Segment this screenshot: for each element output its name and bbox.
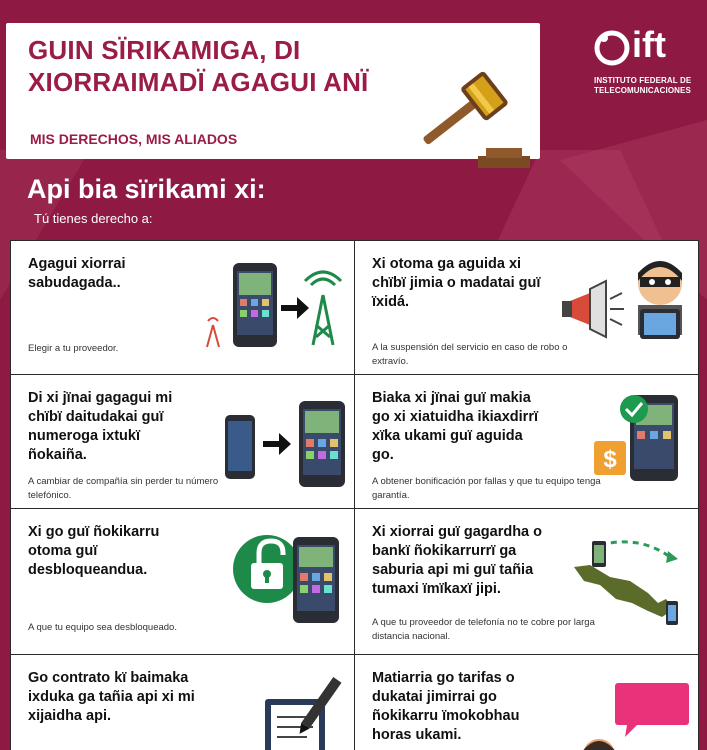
right-card: [354, 654, 699, 750]
right-card: [10, 374, 355, 509]
right-text: Xi go guï ñokikarru otoma guï desbloqueandua.: [28, 524, 160, 578]
gavel-icon: [406, 68, 536, 176]
ift-logo: [594, 24, 694, 98]
page-title-line2: XIORRAIMADÏ AGAGUI ANÏ: [28, 67, 369, 97]
page-subtitle: MIS DERECHOS, MIS ALIADOS: [30, 131, 238, 147]
phone-tower-icon: [201, 255, 351, 351]
mexico-map-icon: [570, 529, 695, 629]
right-note: Elegir a tu proveedor.: [28, 343, 119, 354]
right-text: Agagui xiorrai sabudagada..: [28, 256, 126, 291]
ift-mark-icon: [594, 28, 634, 68]
logo-line1: INSTITUTO FEDERAL DE: [594, 76, 692, 85]
right-note: A cambiar de compañía sin perder tu número telefónico.: [28, 476, 219, 501]
contract-icon: [261, 675, 351, 750]
logo-line2: TELECOMUNICACIONES: [594, 86, 691, 95]
right-note: A que tu equipo sea desbloqueado.: [28, 622, 177, 633]
rights-grid: [10, 240, 699, 750]
right-card: [10, 654, 355, 750]
unlock-phone-icon: [233, 533, 351, 627]
right-card: [354, 508, 699, 655]
right-card: [10, 508, 355, 655]
right-text: Xi otoma ga aguida xi chïbï jimia o madatai guï ïxidá.: [372, 256, 541, 310]
right-note: A la suspensión del servicio en caso de robo o extravío.: [372, 342, 568, 367]
right-text: Di xi jïnai gagagui mi chïbï daitudakai guï numeroga ixtukï ñokaiña.: [28, 390, 173, 463]
right-card: [10, 240, 355, 375]
phone-transfer-icon: [221, 397, 351, 489]
section-subtitle: Tú tienes derecho a:: [34, 211, 153, 226]
right-card: [354, 374, 699, 509]
logo-wordmark: ift: [632, 24, 666, 65]
page-title-line1: GUIN SÏRIKAMIGA, DI: [28, 35, 301, 65]
speech-person-icon: [565, 679, 695, 750]
right-text: Biaka xi jïnai guï makia go xi xiatuidha ikiaxdirrï xïka ukami guï aguida go.: [372, 390, 538, 463]
right-card: [354, 240, 699, 375]
right-note: A obtener bonificación por fallas y que tu equipo tenga garantía.: [372, 476, 601, 501]
right-text: Xi xiorrai guï gagardha o bankï ñokikarrurrï ga saburia api mi guï tañia tumaxi ïmïkaxï jipi.: [372, 524, 543, 597]
right-note: A que tu proveedor de telefonía no te cobre por larga distancia nacional.: [372, 617, 595, 642]
thief-phone-icon: [560, 253, 695, 353]
svg-text:$: $: [603, 446, 617, 473]
phone-money-icon: [590, 389, 690, 489]
title-card: [6, 23, 540, 159]
right-text: Go contrato kï baimaka ixduka ga tañia api xi mi xijaidha api.: [28, 670, 195, 724]
section-title: Api bia sïrikami xi:: [27, 174, 266, 204]
right-text: Matiarria go tarifas o dukatai jimirrai go ñokikarru ïmokobhau horas ukami.: [372, 670, 520, 743]
